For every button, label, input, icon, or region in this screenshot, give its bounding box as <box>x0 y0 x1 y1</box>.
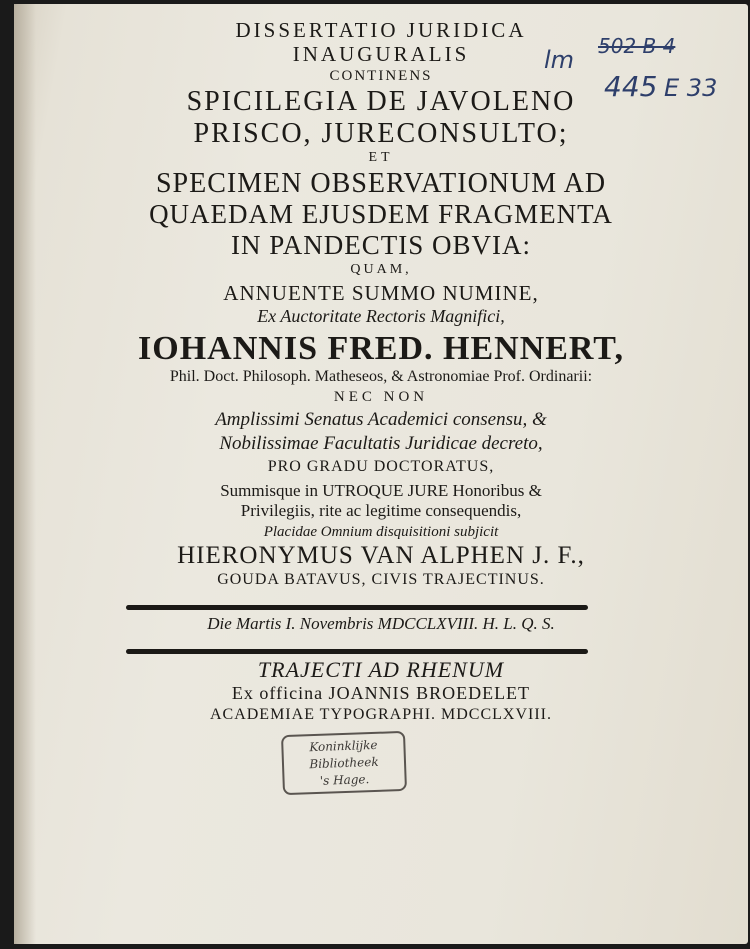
imprint-line-3: ACADEMIAE TYPOGRAPHI. MDCCLXVIII. <box>209 706 553 723</box>
old-shelfmark: 502 B 4 <box>598 34 676 58</box>
author-name: IOHANNIS FRED. HENNERT, <box>138 330 624 367</box>
document-page <box>14 4 748 944</box>
title-line-1: DISSERTATIO JURIDICA <box>235 18 527 42</box>
title-line-23: GOUDA BATAVUS, CIVIS TRAJECTINUS. <box>217 571 545 588</box>
title-line-10: QUAM, <box>350 262 412 277</box>
title-line-6: ET <box>368 150 394 165</box>
title-line-7: SPECIMEN OBSERVATIONUM AD <box>155 168 607 199</box>
divider-rule-top <box>126 605 588 610</box>
title-line-8: QUAEDAM EJUSDEM FRAGMENTA <box>149 199 613 229</box>
library-stamp <box>281 731 407 795</box>
title-line-12: Ex Auctoritate Rectoris Magnifici, <box>257 306 505 326</box>
title-page-content <box>14 4 748 944</box>
stamp-line-1: Koninklijke <box>309 737 378 755</box>
title-line-19: Summisque in UTROQUE JURE Honoribus & <box>220 481 542 500</box>
title-line-15: NEC NON <box>333 389 429 405</box>
title-line-4: SPICILEGIA DE JAVOLENO <box>186 86 576 117</box>
stamp-line-2: Bibliotheek <box>309 754 379 772</box>
divider-rule-bottom <box>126 649 588 654</box>
title-line-17: Nobilissimae Facultatis Juridicae decreto, <box>219 433 543 454</box>
title-line-14: Phil. Doct. Philosoph. Matheseos, & Astronomiae Prof. Ordinarii: <box>169 368 593 385</box>
title-line-2: INAUGURALIS <box>292 42 470 66</box>
title-line-18: PRO GRADU DOCTORATUS, <box>267 458 495 475</box>
stamp-line-3: 's Hage. <box>319 772 370 788</box>
title-line-5: PRISCO, JURECONSULTO; <box>193 118 569 149</box>
new-shelfmark: 445 <box>604 70 658 103</box>
handwritten-mark: lm <box>544 46 575 74</box>
imprint-line-2: Ex officina JOANNIS BROEDELET <box>231 683 531 703</box>
title-line-11: ANNUENTE SUMMO NUMINE, <box>223 281 539 305</box>
date-line: Die Martis I. Novembris MDCCLXVIII. H. L. Q. S. <box>207 614 555 633</box>
new-shelfmark-sub: E 33 <box>664 74 718 102</box>
title-line-21: Placidae Omnium disquisitioni subjicit <box>263 524 499 540</box>
candidate-name: HIERONYMUS VAN ALPHEN J. F., <box>177 542 585 569</box>
title-line-3: CONTINENS <box>329 68 433 84</box>
title-line-20: Privilegiis, rite ac legitime consequendis, <box>240 501 522 520</box>
title-line-16: Amplissimi Senatus Academici consensu, & <box>215 409 547 430</box>
imprint-line-1: TRAJECTI AD RHENUM <box>257 657 505 682</box>
title-line-9: IN PANDECTIS OBVIA: <box>230 230 532 260</box>
